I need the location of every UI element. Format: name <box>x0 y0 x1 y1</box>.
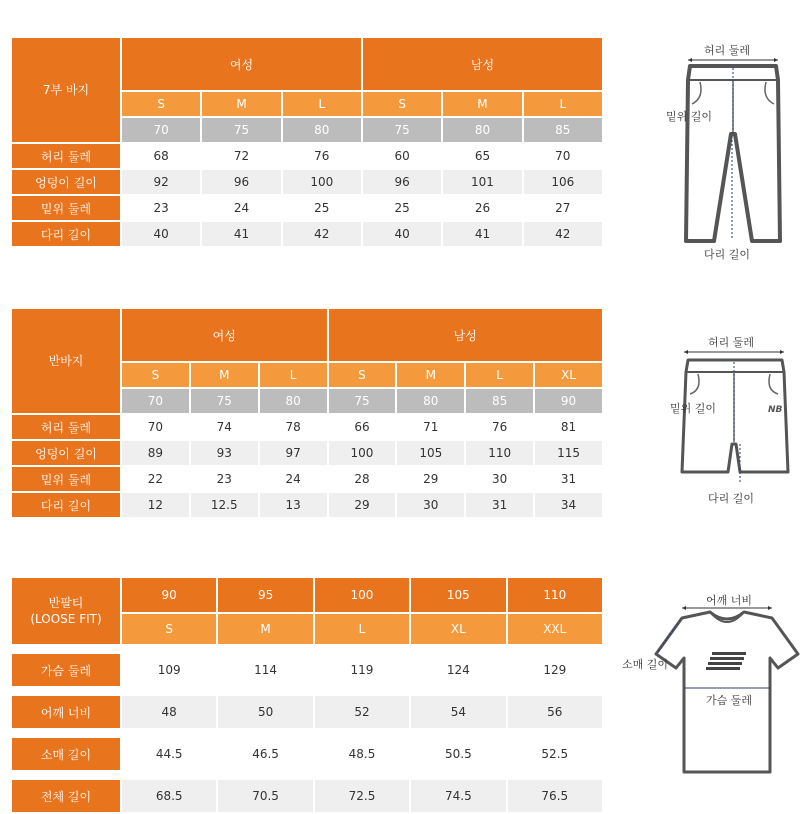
table-cell: 46.5 <box>218 738 312 770</box>
pants-7-women-header: 여성 <box>122 38 361 90</box>
tshirt-title <box>12 578 120 644</box>
tshirt-illustration <box>620 590 800 790</box>
size-number: 70 <box>122 389 189 413</box>
size-number: 80 <box>397 389 464 413</box>
table-cell: 52 <box>315 696 409 728</box>
table-cell: 97 <box>260 441 327 465</box>
table-row <box>12 738 602 770</box>
size-label: XL <box>535 363 602 387</box>
row-label: 다리 길이 <box>12 493 120 517</box>
table-row <box>12 196 602 220</box>
row-label: 밑위 둘레 <box>12 196 120 220</box>
size-label: S <box>329 363 396 387</box>
row-label: 밑위 둘레 <box>12 467 120 491</box>
table-cell: 70 <box>524 144 602 168</box>
table-cell: 26 <box>443 196 521 220</box>
table-cell: 23 <box>122 196 200 220</box>
table-cell: 24 <box>202 196 280 220</box>
table-cell: 110 <box>466 441 533 465</box>
table-cell: 31 <box>466 493 533 517</box>
table-cell: 30 <box>397 493 464 517</box>
size-number: 80 <box>283 118 361 142</box>
table-row <box>12 144 602 168</box>
table-cell: 74.5 <box>411 780 505 812</box>
size-label: S <box>122 614 216 644</box>
size-number: 85 <box>524 118 602 142</box>
row-label: 엉덩이 길이 <box>12 441 120 465</box>
size-number: 75 <box>202 118 280 142</box>
table-row <box>12 493 602 517</box>
table-cell: 29 <box>329 493 396 517</box>
size-label: XXL <box>508 614 602 644</box>
row-label: 허리 둘레 <box>12 144 120 168</box>
table-cell: 50.5 <box>411 738 505 770</box>
size-label: M <box>443 92 521 116</box>
tshirt-chest-label: 가슴 둘레 <box>706 694 753 707</box>
table-cell: 41 <box>443 222 521 246</box>
size-number: 90 <box>535 389 602 413</box>
shorts-waist-label: 허리 둘레 <box>708 336 755 349</box>
table-cell: 66 <box>329 415 396 439</box>
size-label: S <box>122 363 189 387</box>
row-label: 소매 길이 <box>12 738 120 770</box>
size-label: L <box>524 92 602 116</box>
table-cell: 42 <box>524 222 602 246</box>
size-number: 105 <box>411 578 505 612</box>
table-cell: 24 <box>260 467 327 491</box>
table-cell: 12.5 <box>191 493 258 517</box>
table-cell: 100 <box>283 170 361 194</box>
table-row <box>12 467 602 491</box>
size-label: L <box>283 92 361 116</box>
table-cell: 12 <box>122 493 189 517</box>
table-cell: 76.5 <box>508 780 602 812</box>
size-label: M <box>397 363 464 387</box>
row-label: 전체 길이 <box>12 780 120 812</box>
size-number: 75 <box>363 118 441 142</box>
table-cell: 30 <box>466 467 533 491</box>
table-cell: 40 <box>363 222 441 246</box>
table-row <box>12 222 602 246</box>
table-cell: 76 <box>466 415 533 439</box>
pants-7-men-header: 남성 <box>363 38 602 90</box>
tshirt-title-line1: 반팔티 <box>48 596 84 610</box>
shorts-diagram <box>660 332 800 512</box>
table-cell: 31 <box>535 467 602 491</box>
table-cell: 100 <box>329 441 396 465</box>
table-row <box>12 170 602 194</box>
shorts-illustration <box>660 332 800 512</box>
size-number: 85 <box>466 389 533 413</box>
tshirt-size-table <box>10 576 604 814</box>
tshirt-sleeve-label: 소매 길이 <box>622 658 669 671</box>
pants-diagram <box>660 36 800 266</box>
pants-rise-label: 밑위 길이 <box>666 110 713 123</box>
table-cell: 23 <box>191 467 258 491</box>
shorts-size-table <box>10 307 604 519</box>
table-cell: 105 <box>397 441 464 465</box>
row-label: 허리 둘레 <box>12 415 120 439</box>
table-cell: 119 <box>315 654 409 686</box>
size-number: 110 <box>508 578 602 612</box>
size-label: L <box>315 614 409 644</box>
svg-text:NB: NB <box>768 405 783 415</box>
table-cell: 68.5 <box>122 780 216 812</box>
tshirt-shoulder-label: 어깨 너비 <box>706 594 753 607</box>
table-cell: 54 <box>411 696 505 728</box>
size-number: 90 <box>122 578 216 612</box>
table-cell: 25 <box>363 196 441 220</box>
table-cell: 65 <box>443 144 521 168</box>
table-cell: 29 <box>397 467 464 491</box>
row-label: 다리 길이 <box>12 222 120 246</box>
table-cell: 56 <box>508 696 602 728</box>
pants-waist-label: 허리 둘레 <box>704 44 751 57</box>
size-number: 75 <box>329 389 396 413</box>
table-cell: 25 <box>283 196 361 220</box>
pants-7-title: 7부 바지 <box>12 38 120 142</box>
table-cell: 68 <box>122 144 200 168</box>
table-cell: 70.5 <box>218 780 312 812</box>
table-cell: 74 <box>191 415 258 439</box>
table-cell: 42 <box>283 222 361 246</box>
size-label: M <box>218 614 312 644</box>
table-cell: 27 <box>524 196 602 220</box>
table-cell: 78 <box>260 415 327 439</box>
table-cell: 106 <box>524 170 602 194</box>
table-cell: 96 <box>363 170 441 194</box>
table-cell: 71 <box>397 415 464 439</box>
size-number: 80 <box>260 389 327 413</box>
shorts-title: 반바지 <box>12 309 120 413</box>
table-cell: 129 <box>508 654 602 686</box>
shorts-men-header: 남성 <box>329 309 602 361</box>
table-cell: 40 <box>122 222 200 246</box>
table-cell: 101 <box>443 170 521 194</box>
size-label: XL <box>411 614 505 644</box>
table-cell: 22 <box>122 467 189 491</box>
pants-7-size-table <box>10 36 604 248</box>
table-cell: 50 <box>218 696 312 728</box>
table-cell: 60 <box>363 144 441 168</box>
table-cell: 70 <box>122 415 189 439</box>
size-label: S <box>122 92 200 116</box>
table-cell: 124 <box>411 654 505 686</box>
table-row <box>12 441 602 465</box>
size-number: 80 <box>443 118 521 142</box>
table-cell: 72 <box>202 144 280 168</box>
table-row <box>12 654 602 686</box>
table-cell: 52.5 <box>508 738 602 770</box>
table-cell: 72.5 <box>315 780 409 812</box>
pants-illustration <box>660 36 800 266</box>
table-cell: 41 <box>202 222 280 246</box>
size-label: M <box>191 363 258 387</box>
pants-leg-label: 다리 길이 <box>704 248 751 261</box>
table-cell: 34 <box>535 493 602 517</box>
table-cell: 89 <box>122 441 189 465</box>
table-row <box>12 696 602 728</box>
table-cell: 76 <box>283 144 361 168</box>
table-cell: 44.5 <box>122 738 216 770</box>
row-label: 엉덩이 길이 <box>12 170 120 194</box>
size-number: 95 <box>218 578 312 612</box>
table-cell: 114 <box>218 654 312 686</box>
shorts-leg-label: 다리 길이 <box>708 492 755 505</box>
table-cell: 81 <box>535 415 602 439</box>
row-label: 어깨 너비 <box>12 696 120 728</box>
shorts-rise-label: 밑위 길이 <box>670 402 717 415</box>
size-number: 70 <box>122 118 200 142</box>
row-label: 가슴 둘레 <box>12 654 120 686</box>
table-cell: 115 <box>535 441 602 465</box>
table-cell: 28 <box>329 467 396 491</box>
tshirt-diagram <box>620 590 800 790</box>
table-cell: 92 <box>122 170 200 194</box>
table-cell: 48.5 <box>315 738 409 770</box>
table-cell: 109 <box>122 654 216 686</box>
size-number: 75 <box>191 389 258 413</box>
table-row <box>12 415 602 439</box>
table-row <box>12 780 602 812</box>
size-label: L <box>260 363 327 387</box>
table-cell: 96 <box>202 170 280 194</box>
size-label: S <box>363 92 441 116</box>
table-cell: 13 <box>260 493 327 517</box>
table-cell: 93 <box>191 441 258 465</box>
size-label: L <box>466 363 533 387</box>
tshirt-title-line2: (LOOSE FIT) <box>30 612 102 626</box>
size-number: 100 <box>315 578 409 612</box>
shorts-women-header: 여성 <box>122 309 327 361</box>
size-label: M <box>202 92 280 116</box>
table-cell: 48 <box>122 696 216 728</box>
